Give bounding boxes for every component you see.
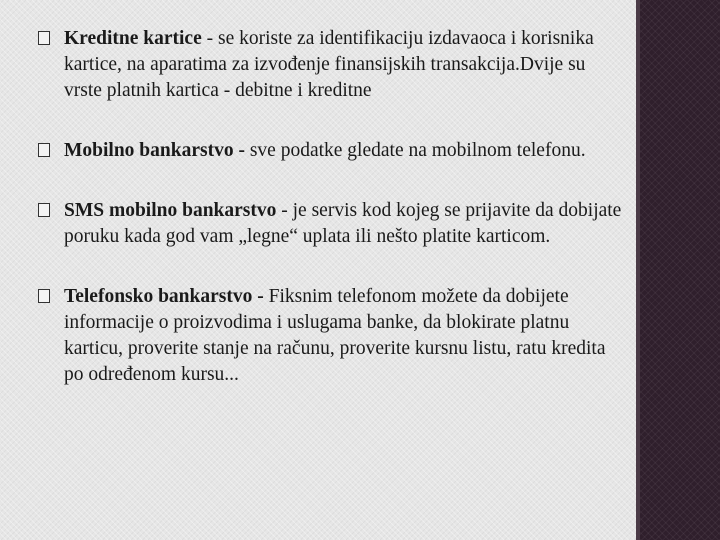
bullet-icon bbox=[38, 289, 50, 303]
bullet-text: Fiksnim telefonom možete da dobijete informacije o proizvodima i uslugama banke, da blokirate platnu karticu, proverite stanje na računu, proverite kursnu listu, ratu kredita po određenom kursu... bbox=[64, 286, 606, 385]
bullet-icon bbox=[38, 203, 50, 217]
bullet-icon bbox=[38, 143, 50, 157]
bullet-term: Telefonsko bankarstvo - bbox=[64, 286, 264, 307]
decorative-sidebar bbox=[640, 0, 720, 540]
list-item bbox=[38, 198, 628, 250]
bullet-term: SMS mobilno bankarstvo bbox=[64, 200, 277, 221]
list-item bbox=[38, 284, 628, 388]
bullet-icon bbox=[38, 31, 50, 45]
bullet-text: - je servis kod kojeg se prijavite da dobijate poruku kada god vam „legne“ uplata ili nešto platite karticom. bbox=[64, 200, 622, 247]
bullet-term: Kreditne kartice bbox=[64, 28, 202, 49]
bullet-term: Mobilno bankarstvo - bbox=[64, 140, 250, 161]
list-item bbox=[38, 138, 628, 164]
bullet-text: sve podatke gledate na mobilnom telefonu. bbox=[249, 140, 586, 161]
list-item bbox=[38, 26, 628, 104]
bullet-text: - se koriste za identifikaciju izdavaoca i korisnika kartice, na aparatima za izvođenje finansijskih transakcija.Dvije su vrste platnih kartica - debitne i kreditne bbox=[64, 28, 594, 101]
bullet-list bbox=[38, 26, 628, 388]
